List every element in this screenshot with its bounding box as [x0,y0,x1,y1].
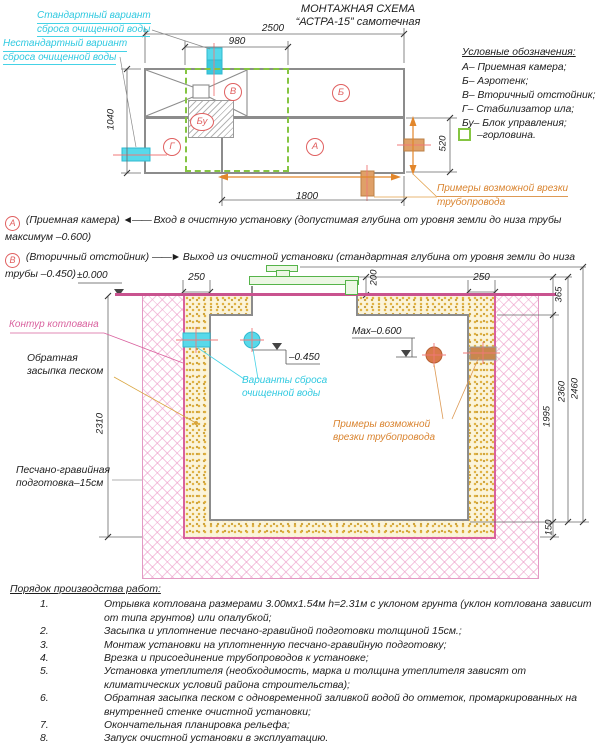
insertion-pipe-bottom [361,171,374,196]
dim-2460: 2460 [569,377,581,400]
title-line1: МОНТАЖНАЯ СХЕМА [300,3,416,15]
outlet-arrow-icon: ——► [151,252,181,263]
legend-item: Б– Аэротенк; [462,76,529,87]
dim-200: 200 [368,269,380,286]
work-item: 2. Засыпка и уплотнение песчано-гравийной подготовки толщиной 15см.; [40,626,462,638]
dim-2360: 2360 [556,380,568,403]
note-v-name: (Вторичный отстойник) [25,252,150,263]
note-a-marker: А [5,216,20,231]
legend-neck-label: –горловина. [477,130,536,141]
work-item: 5. Установка утеплителя (необходимость, марка и толщина утеплителя зависят от климатических условий района строительства); [40,666,527,691]
legend-item: А– Приемная камера; [462,62,567,73]
legend-item: В– Вторичный отстойник; [462,90,596,101]
note-inlet [5,214,593,245]
dim-1040: 1040 [105,108,117,131]
legend-neck-icon [458,128,471,141]
outlet-pipe-left [122,148,150,161]
marker-A: А [306,138,324,156]
note-v-marker: В [5,253,20,268]
tank-lid-hook [345,280,358,295]
dim-980: 980 [228,36,246,47]
note-v-text: Выход из очистной установки (стандартная глубина от уровня земли до низа трубы –0.450) [5,252,575,280]
pit-contour-label: Контур котлована [9,319,99,330]
sand-prep-label: Песчано-гравийная подготовка–15см [16,465,111,489]
work-item: 3. Монтаж установки на уплотненную песчано-гравийную подготовку; [40,639,447,651]
note-a-text: Вход в очистную установку (допустимая глубина от уровня земли до низа трубы максимум –0.600) [5,215,562,243]
inlet-arrow-icon: ◄—— [122,215,151,226]
dim-250-right: 250 [473,272,490,283]
section-pipes [183,332,496,363]
dim-250-left: 250 [188,272,205,283]
insertion-examples-label: Примеры возможной врезки трубопровода [333,419,436,443]
marker-V: В [224,83,242,101]
level-max600: Max–0.600 [352,326,402,337]
dim-1800: 1800 [295,191,319,202]
level-zero: ±0.000 [77,270,108,281]
dim-365: 365 [553,286,565,303]
drawing-title [270,3,446,28]
legend-item: Г– Стабилизатор ила; [462,104,575,115]
dim-1995: 1995 [541,405,553,428]
dim-150: 150 [543,519,555,536]
work-item: 7. Окончательная планировка рельефа; [40,720,290,732]
legend-item: Бу– Блок управления; [462,118,567,129]
work-order-title: Порядок производства работ: [10,584,161,595]
dim-2500: 2500 [261,23,285,34]
work-item: 1. Отрывка котлована размерами 3.00мх1.54м h=2.31м с уклоном грунта (уклон котлована зависит от типа грунтов) или опалубкой; [40,599,592,624]
ground-line [115,293,556,296]
note-a-name: (Приемная камера) [25,215,120,226]
minus450-level-flag [272,343,282,350]
nonstandard-discharge-label: Нестандартный вариант сброса очищенной воды [3,38,127,65]
marker-Bu: Бу [190,113,214,131]
discharge-options-label: Варианты сброса очищенной воды [242,375,328,399]
work-item: 4. Врезка и присоединение трубопроводов к установке; [40,653,369,665]
work-item: 8. Запуск очистной установки в эксплуатацию. [40,733,329,745]
legend [462,46,596,131]
level-450: –0.450 [289,352,320,363]
title-line2: “АСТРА-15” самотечная [295,15,421,28]
max600-level-flag [401,350,411,357]
dim-520: 520 [437,135,449,152]
legend-title: Условные обозначения: [462,47,576,58]
dim-2310: 2310 [94,412,106,435]
marker-G: Г [163,138,181,156]
backfill-label: Обратная засыпка песком [27,353,104,377]
plan-pipe-note: Примеры возможной врезки трубопровода [437,183,569,208]
standard-discharge-label: Стандартный вариант сброса очищенной воды [37,10,151,37]
marker-B: Б [332,84,350,102]
work-item: 6. Обратная засыпка песком с одновременной заливкой водой до отметок, промаркированных на внутренней стенке очистной установки; [40,693,578,718]
work-order-list [10,583,592,746]
